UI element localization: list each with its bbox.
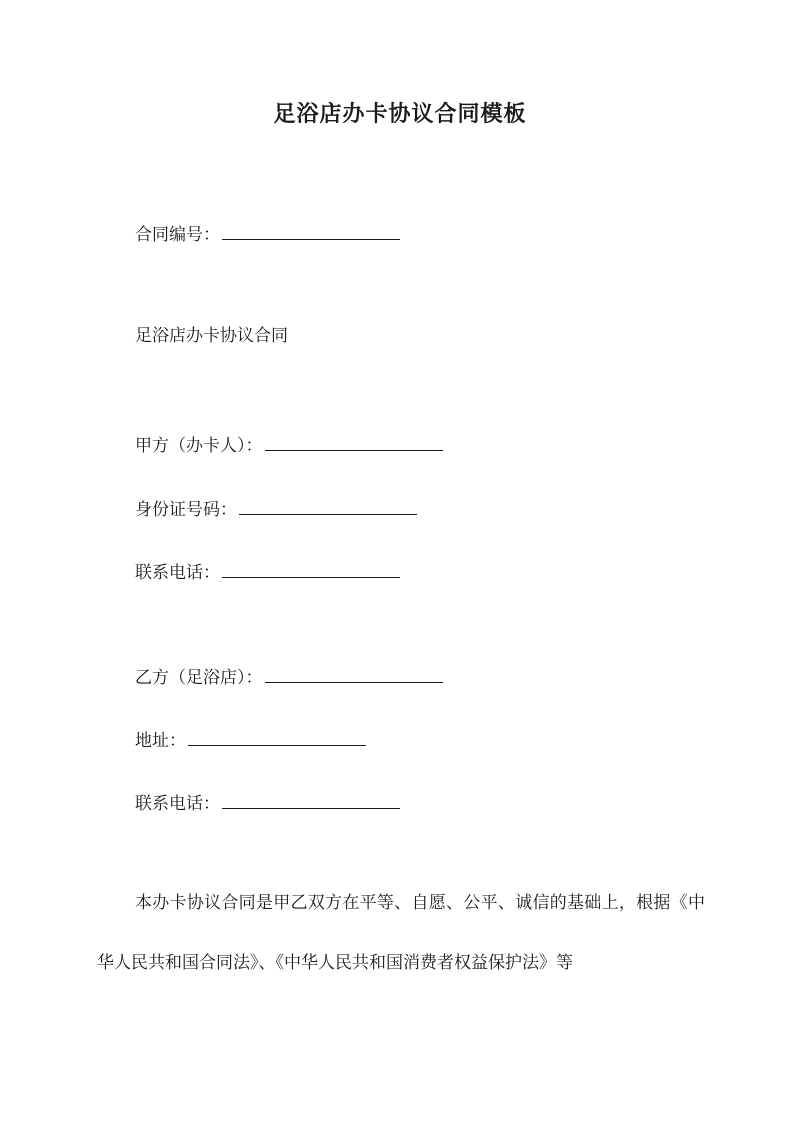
party-b-address-blank[interactable] — [188, 725, 366, 746]
party-a-id-label: 身份证号码： — [135, 500, 237, 520]
contract-number-line — [135, 219, 400, 247]
contract-number-label: 合同编号： — [135, 225, 220, 245]
contract-subtitle: 足浴店办卡协议合同 — [135, 326, 288, 346]
party-a-phone-label: 联系电话： — [135, 563, 220, 583]
party-b-address-label: 地址： — [135, 731, 186, 751]
party-a-id-line — [135, 494, 417, 522]
body-paragraph: 本办卡协议合同是甲乙双方在平等、自愿、公平、诚信的基础上，根据《中华人民共和国合同法》、《中华人民共和国消费者权益保护法》等 — [97, 893, 705, 973]
party-a-phone-blank[interactable] — [222, 557, 400, 578]
party-a-line — [135, 430, 443, 458]
document-title: 足浴店办卡协议合同模板 — [273, 101, 527, 127]
party-b-blank[interactable] — [265, 662, 443, 683]
party-a-blank[interactable] — [265, 430, 443, 451]
party-b-label: 乙方（足浴店）： — [135, 668, 263, 688]
party-b-address-line — [135, 725, 366, 753]
party-b-phone-label: 联系电话： — [135, 794, 220, 814]
party-b-line — [135, 662, 443, 690]
party-a-phone-line — [135, 557, 400, 585]
party-b-phone-line — [135, 788, 400, 816]
party-b-phone-blank[interactable] — [222, 788, 400, 809]
contract-number-blank[interactable] — [222, 219, 400, 240]
party-a-id-blank[interactable] — [239, 494, 417, 515]
party-a-label: 甲方（办卡人）： — [135, 436, 263, 456]
